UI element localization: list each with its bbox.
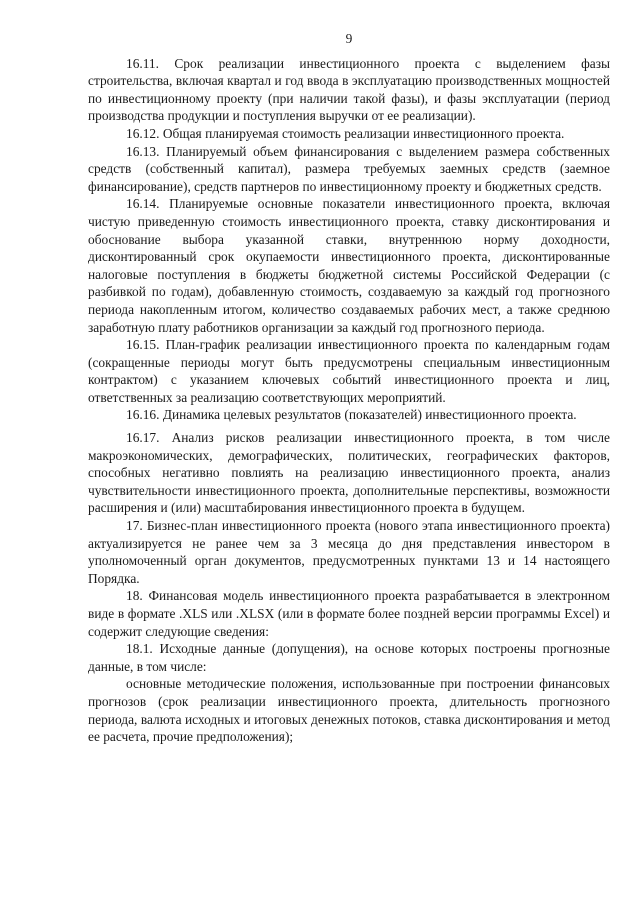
paragraph-16-13: 16.13. Планируемый объем финансирования с выделением размера собственных средств (собственный капитал), размера требуемых заемных средств (заемное финансирование), средств партнеров по инвестиционному проекту и бюджетных средств. — [88, 143, 610, 194]
paragraph-18-1-item: основные методические положения, использованные при построении финансовых прогнозов (срок реализации инвестиционного проекта, длительность прогнозного периода, валюта исходных и итоговых денежных потоков, ставка дисконтирования и метод ее расчета, прочие предположения); — [88, 676, 610, 745]
paragraph-16-17: 16.17. Анализ рисков реализации инвестиционного проекта, в том числе макроэкономических, демографических, политических, географических факторов, способных негативно повлиять на реализацию инвестиционного проекта, анализ чувствительности инвестиционного проекта, дополнительные перспективы, возможности расширения и (или) масштабирования инвестиционного проекта в будущем. — [88, 430, 610, 516]
paragraph-18: 18. Финансовая модель инвестиционного проекта разрабатывается в электронном виде в формате .XLS или .XLSX (или в формате более поздней версии программы Excel) и содержит следующие сведения: — [88, 588, 610, 639]
paragraph-17: 17. Бизнес-план инвестиционного проекта (нового этапа инвестиционного проекта) актуализируется не ранее чем за 3 месяца до дня представления инвестором в уполномоченный орган документов, предусмотренных пунктами 13 и 14 настоящего Порядка. — [88, 518, 610, 586]
paragraph-16-11: 16.11. Срок реализации инвестиционного проекта с выделением фазы строительства, включая квартал и год ввода в эксплуатацию производственных мощностей по инвестиционному проекту (при наличии такой фазы), и фазы эксплуатации (период производства продукции и поступления выручки от ее реализации). — [88, 55, 610, 124]
paragraph-16-16: 16.16. Динамика целевых результатов (показателей) инвестиционного проекта. — [126, 407, 577, 423]
page-number: 9 — [345, 31, 353, 46]
paragraph-16-14: 16.14. Планируемые основные показатели инвестиционного проекта, включая чистую приведенную стоимость инвестиционного проекта, ставку дисконтирования и обоснование выбора указанной ставки, внутреннюю норму доходности, дисконтированный срок окупаемости инвестиционного проекта, дисконтированные налоговые поступления в бюджеты бюджетной системы Российской Федерации (с разбивкой по годам), добавленную стоимость, создаваемую за каждый год прогнозного периода накопленным итогом, количество создаваемых рабочих мест, а также среднюю заработную плату работников организации за каждый год прогнозного периода. — [88, 196, 610, 335]
paragraph-16-12: 16.12. Общая планируемая стоимость реализации инвестиционного проекта. — [126, 125, 565, 141]
paragraph-16-15: 16.15. План-график реализации инвестиционного проекта по календарным годам (сокращенные периоды могут быть предусмотрены специальным инвестиционным контрактом) с указанием ключевых событий инвестиционного проекта и лиц, ответственных за реализацию соответствующих мероприятий. — [88, 337, 610, 405]
paragraph-18-1: 18.1. Исходные данные (допущения), на основе которых построены прогнозные данные, в том числе: — [88, 641, 610, 674]
